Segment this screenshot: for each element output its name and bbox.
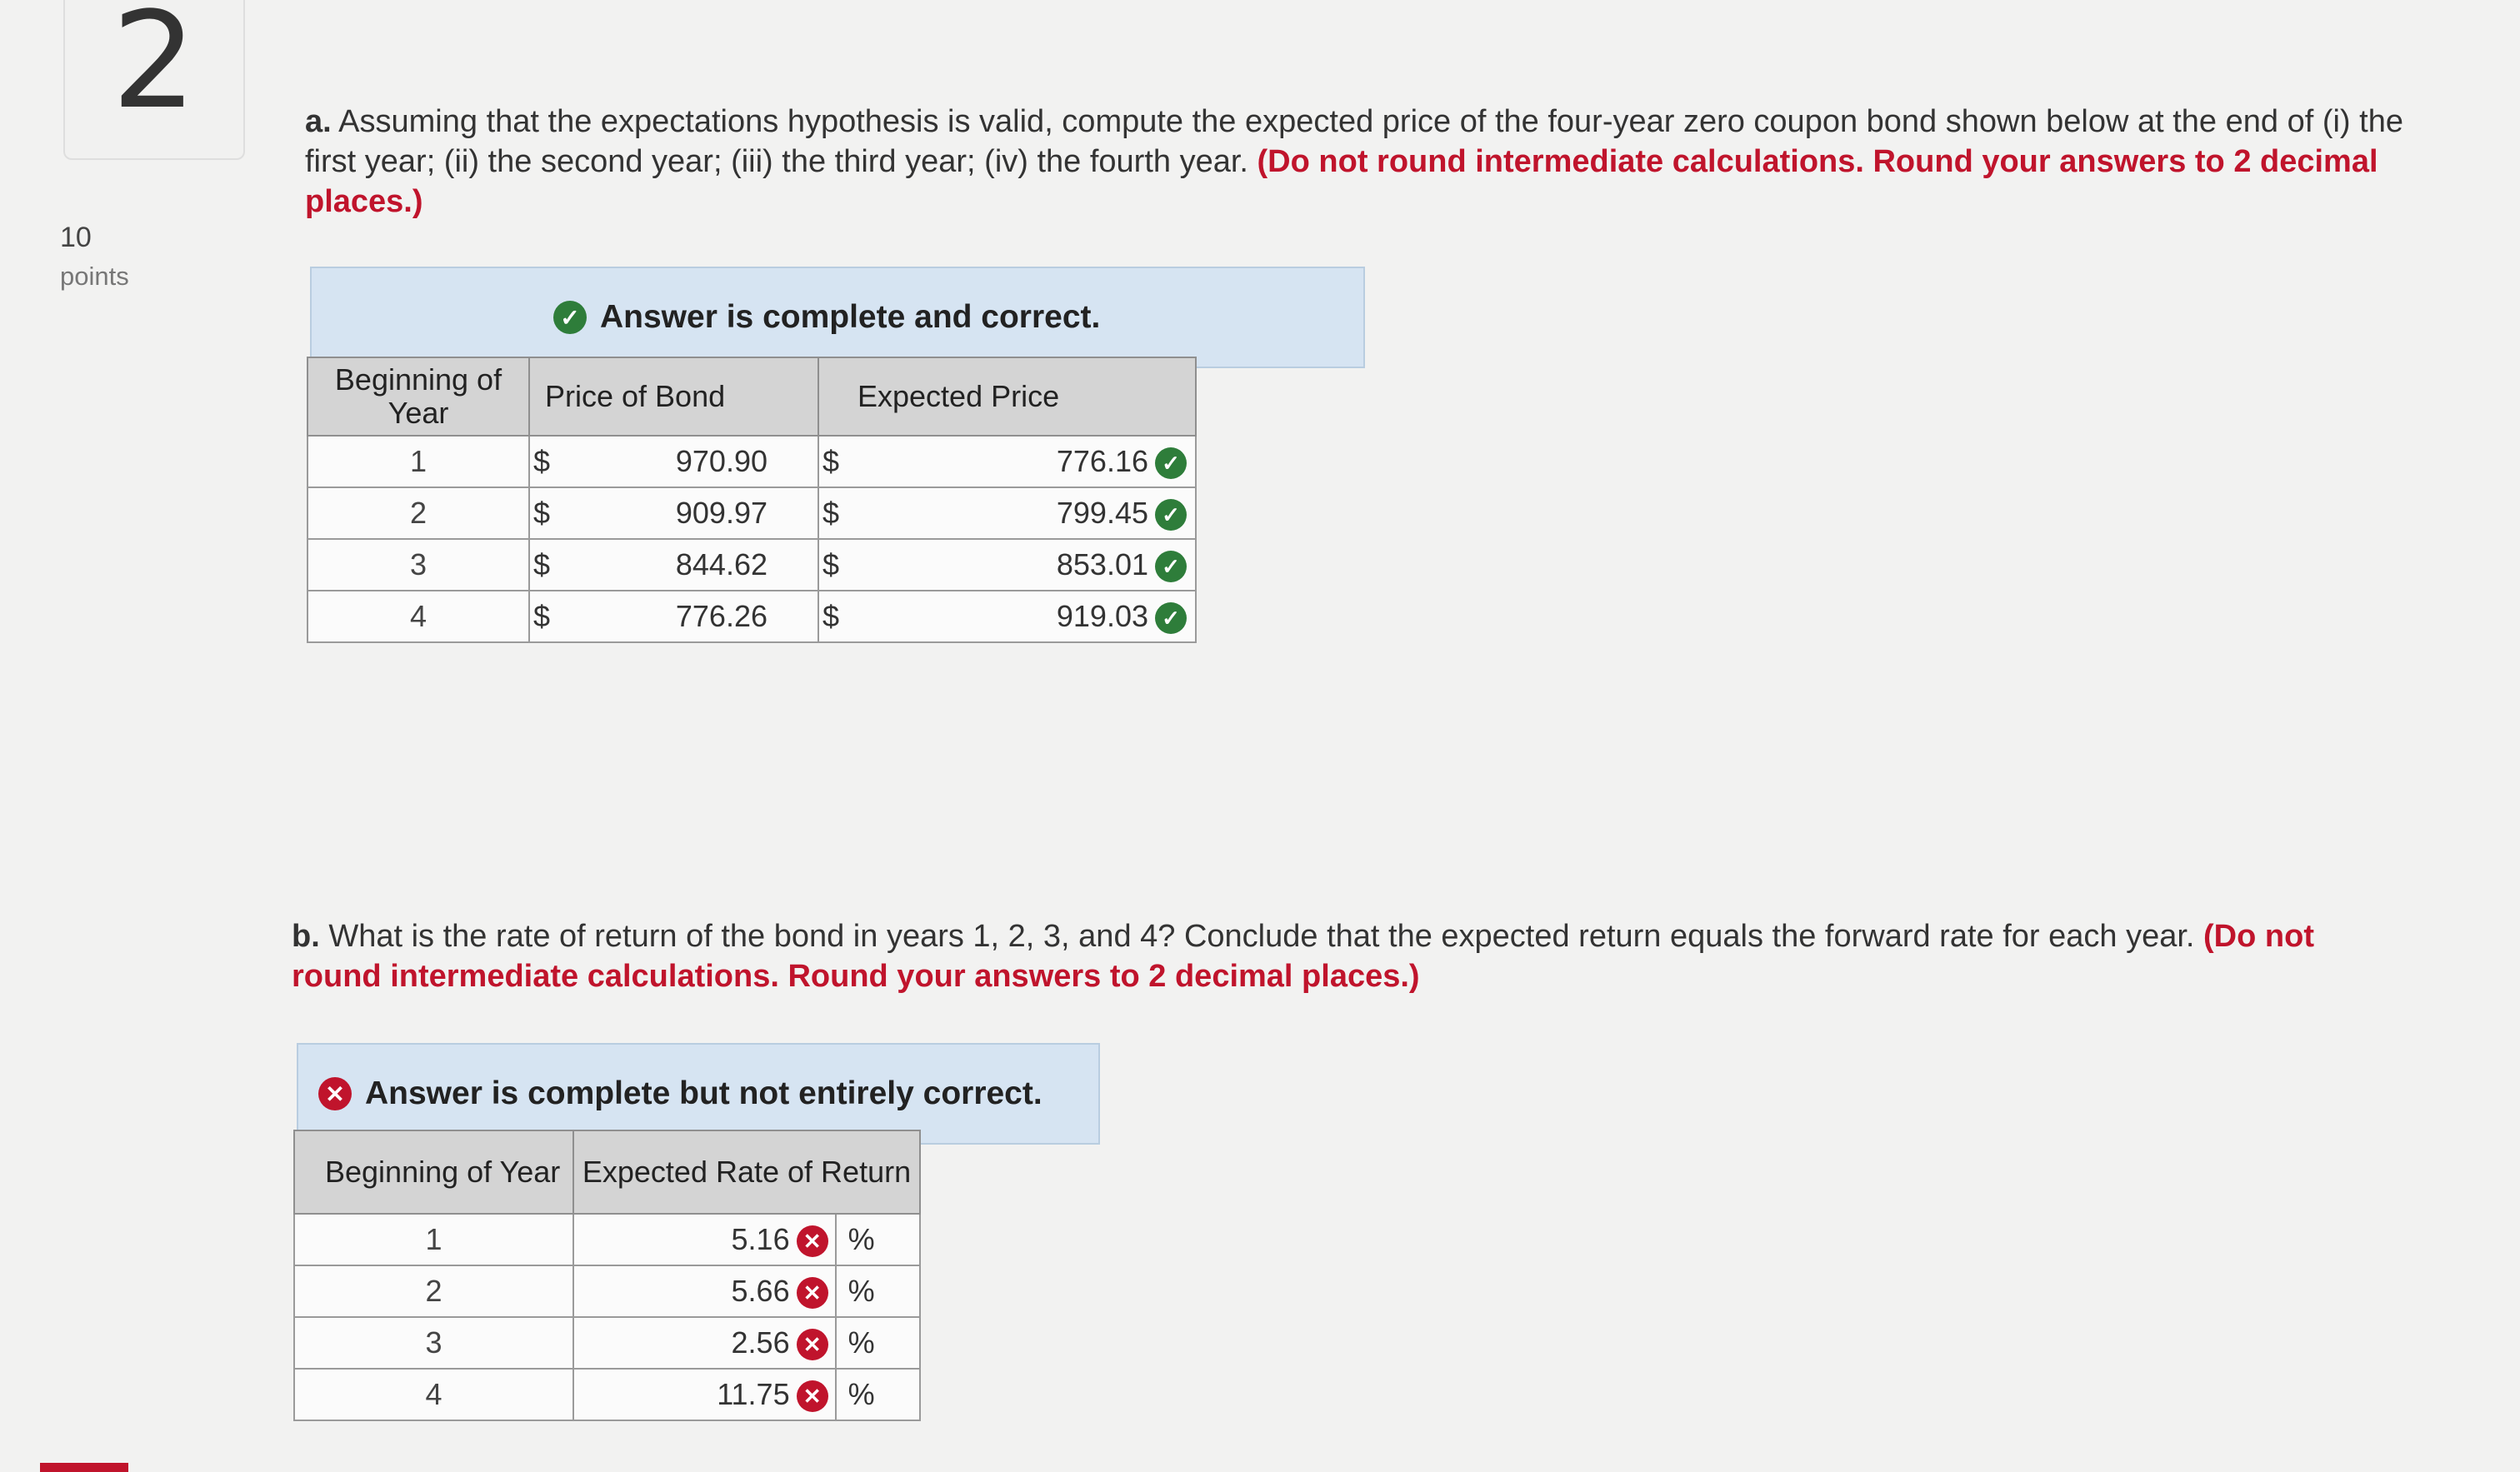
- year-cell: 1: [308, 436, 529, 487]
- table-row: [294, 1265, 920, 1317]
- header-beginning-of-year: Beginning of Year: [294, 1130, 573, 1214]
- table-row: [308, 487, 1196, 539]
- rate-input[interactable]: [573, 1265, 836, 1317]
- x-circle-icon: ✕: [797, 1329, 828, 1360]
- part-a-banner-text: Answer is complete and correct.: [600, 299, 1101, 335]
- expected-price-input[interactable]: [840, 591, 1196, 642]
- part-b-label: b.: [292, 919, 320, 954]
- accent-bar: [40, 1463, 128, 1472]
- expected-price-input[interactable]: [840, 487, 1196, 539]
- rate-input[interactable]: [573, 1214, 836, 1265]
- percent-unit: %: [836, 1317, 920, 1369]
- question-number: 2: [112, 0, 197, 138]
- table-row: [294, 1214, 920, 1265]
- expected-price-value: 776.16: [1056, 443, 1148, 478]
- rate-value: 2.56: [731, 1325, 790, 1360]
- table-header-row: [294, 1130, 920, 1214]
- year-cell: 3: [308, 539, 529, 591]
- table-row: [294, 1369, 920, 1420]
- part-a-prompt: [305, 102, 2438, 222]
- part-a-label: a.: [305, 104, 332, 139]
- part-b-prompt: [292, 916, 2333, 996]
- year-cell: 2: [308, 487, 529, 539]
- expected-price-value: 853.01: [1056, 546, 1148, 581]
- year-cell: 2: [294, 1265, 573, 1317]
- price-cell: 776.26: [551, 591, 818, 642]
- currency-symbol: $: [529, 591, 551, 642]
- check-circle-icon: ✓: [553, 301, 587, 334]
- check-circle-icon: ✓: [1155, 499, 1187, 531]
- part-a-table: [307, 357, 1197, 643]
- part-b-banner-text: Answer is complete but not entirely correct.: [365, 1075, 1042, 1111]
- table-row: [308, 591, 1196, 642]
- expected-price-value: 799.45: [1056, 495, 1148, 530]
- expected-price-value: 919.03: [1056, 598, 1148, 633]
- rate-value: 5.16: [731, 1221, 790, 1256]
- rate-value: 5.66: [731, 1273, 790, 1308]
- part-a-result-banner: [310, 267, 1365, 368]
- price-cell: 909.97: [551, 487, 818, 539]
- rate-input[interactable]: [573, 1317, 836, 1369]
- expected-price-input[interactable]: [840, 539, 1196, 591]
- year-cell: 4: [294, 1369, 573, 1420]
- question-number-box: [63, 0, 245, 160]
- expected-price-input[interactable]: [840, 436, 1196, 487]
- check-circle-icon: ✓: [1155, 447, 1187, 479]
- percent-unit: %: [836, 1265, 920, 1317]
- year-cell: 4: [308, 591, 529, 642]
- table-row: [308, 436, 1196, 487]
- currency-symbol: $: [529, 436, 551, 487]
- part-a-text: Assuming that the expectations hypothesis is valid, compute the expected price of the four-year zero coupon bond shown below at the end of (i) the first year; (ii) the second year; (iii) the third year; (iv) the fourth year.: [305, 104, 2403, 179]
- header-beginning-of-year: Beginning of Year: [308, 357, 529, 436]
- x-circle-icon: ✕: [797, 1380, 828, 1412]
- percent-unit: %: [836, 1369, 920, 1420]
- rate-value: 11.75: [717, 1376, 790, 1411]
- table-row: [294, 1317, 920, 1369]
- x-circle-icon: ✕: [797, 1277, 828, 1309]
- year-cell: 1: [294, 1214, 573, 1265]
- currency-symbol: $: [818, 487, 840, 539]
- table-header-row: [308, 357, 1196, 436]
- header-expected-rate-of-return: Expected Rate of Return: [573, 1130, 920, 1214]
- part-b-text: What is the rate of return of the bond in years 1, 2, 3, and 4? Conclude that the expected return equals the forward rate for each year.: [328, 919, 2195, 954]
- currency-symbol: $: [818, 591, 840, 642]
- part-b-table: [293, 1130, 921, 1421]
- currency-symbol: $: [818, 436, 840, 487]
- rate-input[interactable]: [573, 1369, 836, 1420]
- x-circle-icon: ✕: [318, 1077, 352, 1110]
- header-price-of-bond: Price of Bond: [529, 357, 818, 436]
- part-b-instruction: (Do not round intermediate calculations. Round your answers to 2 decimal places.): [292, 919, 2314, 994]
- check-circle-icon: ✓: [1155, 602, 1187, 634]
- price-cell: 970.90: [551, 436, 818, 487]
- points-label: points: [60, 262, 129, 291]
- part-a-instruction: (Do not round intermediate calculations. Round your answers to 2 decimal places.): [305, 144, 2378, 219]
- year-cell: 3: [294, 1317, 573, 1369]
- table-row: [308, 539, 1196, 591]
- x-circle-icon: ✕: [797, 1225, 828, 1257]
- price-cell: 844.62: [551, 539, 818, 591]
- check-circle-icon: ✓: [1155, 551, 1187, 582]
- currency-symbol: $: [529, 487, 551, 539]
- currency-symbol: $: [818, 539, 840, 591]
- points-value: 10: [60, 222, 92, 253]
- header-expected-price: Expected Price: [818, 357, 1196, 436]
- percent-unit: %: [836, 1214, 920, 1265]
- currency-symbol: $: [529, 539, 551, 591]
